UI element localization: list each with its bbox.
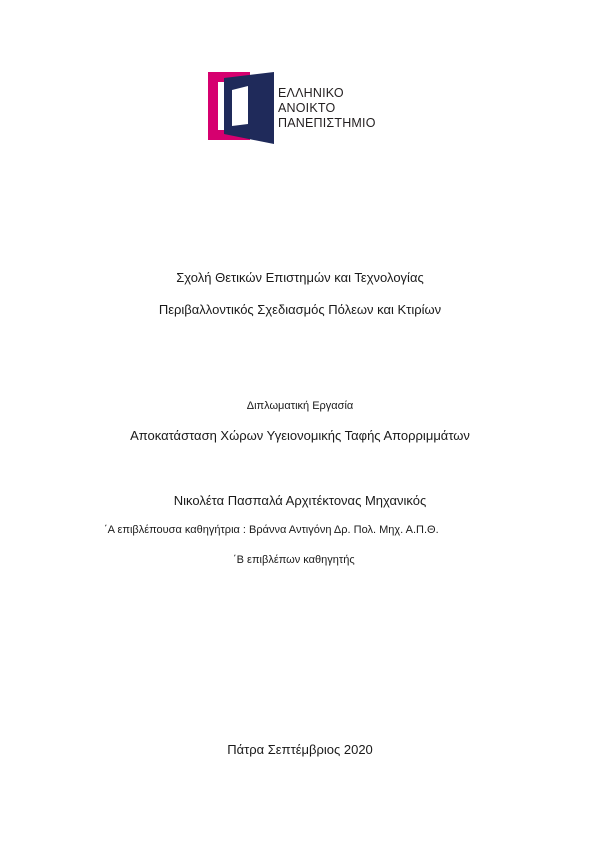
university-logo xyxy=(208,72,408,144)
place-date: Πάτρα Σεπτέμβριος 2020 xyxy=(227,742,373,757)
logo-line-2: ΑΝΟΙΚΤΟ xyxy=(278,101,336,115)
logo-line-1: ΕΛΛΗΝΙΚΟ xyxy=(278,86,344,100)
thesis-title: Αποκατάσταση Χώρων Υγειονομικής Ταφής Απορριμμάτων xyxy=(130,428,470,443)
supervisor-b: ΄Β επιβλέπων καθηγητής xyxy=(233,554,355,566)
supervisor-a: ΄Α επιβλέπουσα καθηγήτρια : Βράννα Αντιγόνη Δρ. Πολ. Μηχ. Α.Π.Θ. xyxy=(104,524,439,536)
thesis-type: Διπλωματική Εργασία xyxy=(246,400,354,412)
program-name: Περιβαλλοντικός Σχεδιασμός Πόλεων και Κτιρίων xyxy=(158,302,442,317)
logo-wordmark xyxy=(278,86,376,131)
logo-line-3: ΠΑΝΕΠΙΣΤΗΜΙΟ xyxy=(278,116,376,130)
university-logo-icon xyxy=(208,72,278,144)
author-name: Νικολέτα Πασπαλά Αρχιτέκτονας Μηχανικός xyxy=(173,493,427,508)
school-name: Σχολή Θετικών Επιστημών και Τεχνολογίας xyxy=(176,270,424,285)
